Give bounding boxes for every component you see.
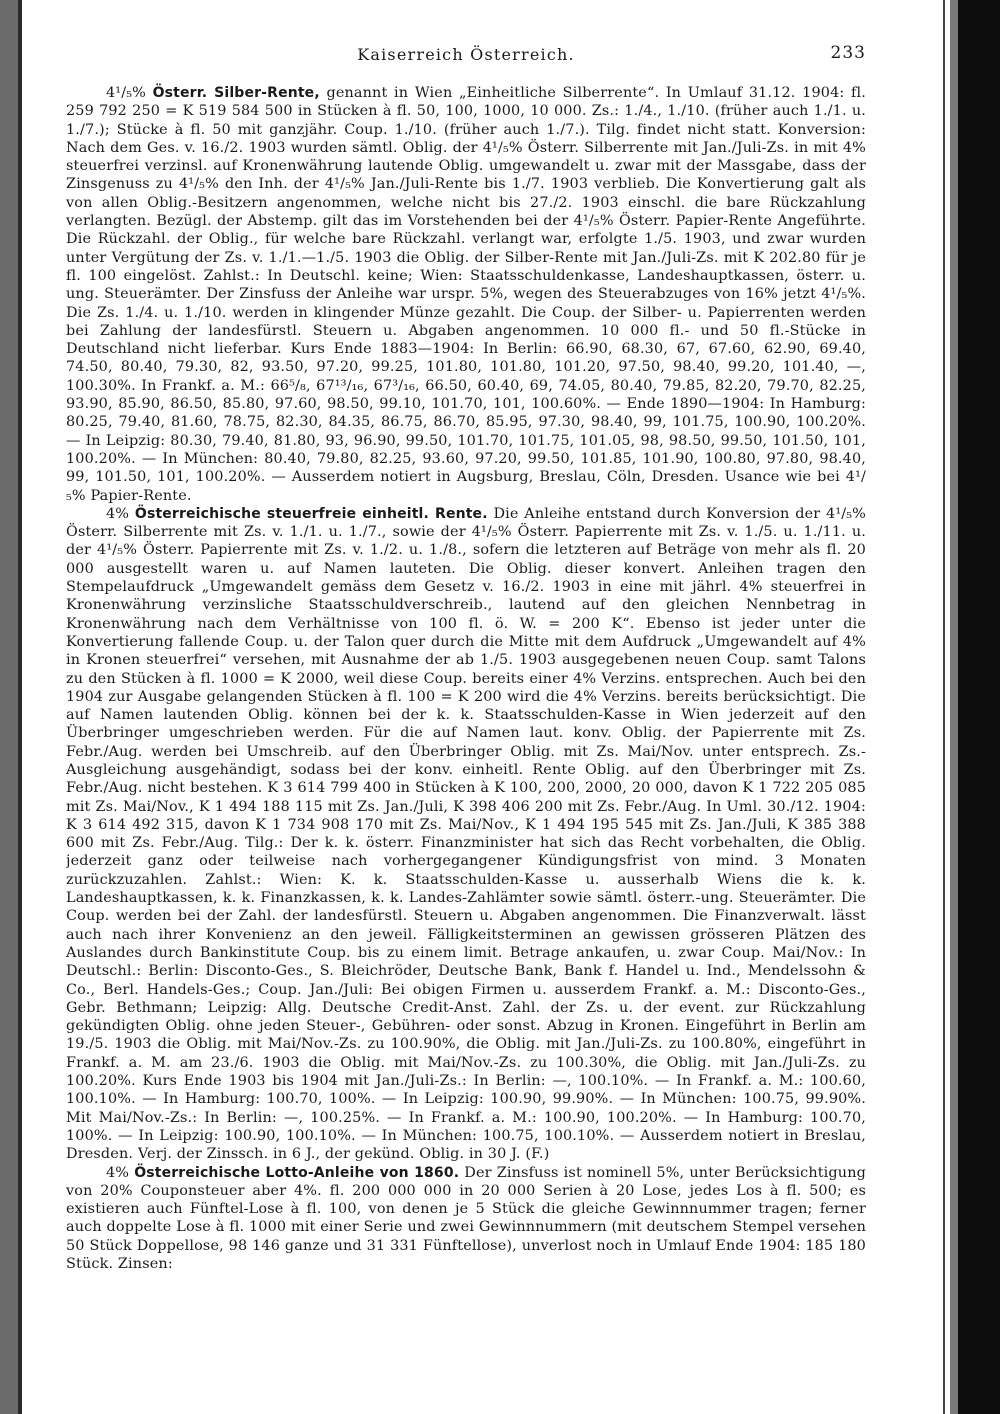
scan-right-edge-line — [943, 0, 945, 1414]
page-number: 233 — [830, 44, 866, 63]
entry-einheitliche-rente — [66, 505, 866, 1164]
page-header — [66, 44, 866, 70]
entry-rate: 4% — [106, 505, 130, 522]
running-head: Kaiserreich Österreich. — [357, 45, 575, 64]
scan-right-edge — [958, 0, 1000, 1414]
book-page — [66, 44, 866, 1384]
entry-silber-rente — [66, 84, 866, 505]
entry-text: genannt in Wien „Einheitliche Silberrente“. In Umlauf 31.12. 1904: fl. 259 792 250 = K 519 584 500 in Stücken à fl. 50, 100, 1000, 10 000. Zs.: 1./4., 1./10. (früher auch 1./1. u. 1./7.); Stücke à fl. 50 mit ganzjähr. Coup. 1./10. (früher auch 1./7.). Tilg. findet nicht statt. Konversion: Nach dem Ges. v. 16./2. 1903 wurden sämtl. Oblig. der 4¹/₅% Österr. Silberrente mit Jan./Juli-Zs. in mit 4% steuerfrei verzinsl. auf Kronenwährung lautende Oblig. umgewandelt u. zwar mit der Massgabe, dass der Zinsgenuss zu 4¹/₅% den Inh. der 4¹/₅% Jan./Juli-Rente bis 1./7. 1903 verblieb. Die Konvertierung galt als von allen Oblig.-Besitzern angenommen, welche nicht bis 27./2. 1903 einschl. die bare Rückzahlung verlangten. Bezügl. der Abstemp. gilt das im Vorstehenden bei der 4¹/₅% Österr. Papier-Rente Angeführte. Die Rückzahl. der Oblig., für welche bare Rückzahl. verlangt war, erfolgte 1./5. 1903, und zwar wurden unter Vergütung der Zs. v. 1./1.—1./5. 1903 die Oblig. der Silber-Rente mit Jan./Juli-Zs. mit K 202.80 für je fl. 100 eingelöst. Zahlst.: In Deutschl. keine; Wien: Staatsschuldenkasse, Landeshauptkassen, österr. u. ung. Steuerämter. Der Zinsfuss der Anleihe war urspr. 5%, wegen des Steuerabzuges von 16% jetzt 4¹/₅%. Die Zs. 1./4. u. 1./10. werden in klingender Münze gezahlt. Die Coup. der Silber- u. Papierrenten werden bei Zahlung der landesfürstl. Steuern u. Abgaben angenommen. 10 000 fl.- und 50 fl.-Stücke in Deutschland nicht lieferbar. Kurs Ende 1883—1904: In Berlin: 66.90, 68.30, 67, 67.60, 62.90, 69.40, 74.50, 80.40, 79.30, 82, 93.50, 97.20, 99.25, 101.80, 101.80, 101.20, 97.50, 98.40, 99.20, 101.40, —, 100.30%. In Frankf. a. M.: 66⁵/₈, 67¹³/₁₆, 67³/₁₆, 66.50, 60.40, 69, 74.05, 80.40, 79.85, 82.20, 79.70, 82.25, 93.90, 85.90, 86.50, 85.80, 97.60, 98.50, 99.10, 101.70, 101, 100.60%. — Ende 1890—1904: In Hamburg: 80.25, 79.40, 81.60, 78.75, 82.30, 84.35, 86.75, 86.70, 85.95, 97.30, 98.40, 99, 101.75, 100.90, 100.20%. — In Leipzig: 80.30, 79.40, 81.80, 93, 96.90, 99.50, 101.70, 101.75, 101.05, 98, 98.50, 99.50, 101.50, 101, 100.20%. — In München: 80.40, 79.80, 82.25, 93.60, 97.20, 99.50, 101.85, 101.90, 100.80, 97.80, 98.40, 99, 101.50, 101, 100.20%. — Ausserdem notiert in Augsburg, Breslau, Cöln, Dresden. Usance wie bei 4¹/₅% Papier-Rente. — [66, 85, 866, 504]
entry-lotto-anleihe — [66, 1164, 866, 1274]
entry-title: Österr. Silber-Rente, — [152, 85, 320, 101]
entry-text: Die Anleihe entstand durch Konversion der 4¹/₅% Österr. Silberrente mit Zs. v. 1./1. u. 1./7., sowie der 4¹/₅% Österr. Papierrente mit Zs. v. 1./5. u. 1./11. u. der 4¹/₅% Österr. Papierrente mit Zs. v. 1./2. u. 1./8., sofern die letzteren auf Beträge von mehr als fl. 20 000 ausgestellt waren u. auf Namen lauteten. Die Oblig. dieser konvert. Anleihen tragen den Stempelaufdruck „Umgewandelt gemäss dem Gesetz v. 16./2. 1903 in eine mit jährl. 4% steuerfrei in Kronenwährung verzinsliche Staatsschuldverschreib., lautend auf den gleichen Nennbetrag in Kronenwährung nach dem Verhältnisse von 100 fl. ö. W. = 200 K“. Ebenso ist jeder unter die Konvertierung fallende Coup. u. der Talon quer durch die Mitte mit dem Aufdruck „Umgewandelt auf 4% in Kronen steuerfrei“ versehen, mit Ausnahme der ab 1./5. 1903 ausgegebenen neuen Coup. samt Talons zu den Stücken à fl. 1000 = K 2000, weil diese Coup. bereits einer 4% Verzins. entsprechen. Auch bei den 1904 zur Ausgabe gelangenden Stücken à fl. 100 = K 200 wird die 4% Verzins. bereits berücksichtigt. Die auf Namen lautenden Oblig. können bei der k. k. Staatsschulden-Kasse in Wien jederzeit auf den Überbringer umgeschrieben werden. Für die auf Namen laut. konv. Oblig. der Papierrente mit Zs. Febr./Aug. werden bei Umschreib. auf den Überbringer Oblig. mit Zs. Mai/Nov. unter entsprech. Zs.-Ausgleichung ausgehändigt, sodass bei der konv. einheitl. Rente Oblig. auf den Überbringer mit Zs. Febr./Aug. nicht bestehen. K 3 614 799 400 in Stücken à K 100, 200, 2000, 20 000, davon K 1 722 205 085 mit Zs. Mai/Nov., K 1 494 188 115 mit Zs. Jan./Juli, K 398 406 200 mit Zs. Febr./Aug. In Uml. 30./12. 1904: K 3 614 492 315, davon K 1 734 908 170 mit Zs. Mai/Nov., K 1 494 195 545 mit Zs. Jan./Juli, K 385 388 600 mit Zs. Febr./Aug. Tilg.: Der k. k. österr. Finanzminister hat sich das Recht vorbehalten, die Oblig. jederzeit ganz oder teilweise nach vorhergegangener Kündigungsfrist von mind. 3 Monaten zurückzuzahlen. Zahlst.: Wien: K. k. Staatsschulden-Kasse u. ausserhalb Wiens die k. k. Landeshauptkassen, k. k. Finanzkassen, k. k. Landes-Zahlämter sowie sämtl. österr.-ung. Steuerämter. Die Coup. werden bei der Zahl. der landesfürstl. Steuern u. Abgaben angenommen. Die Finanzverwalt. lässt auch nach ihrer Konvenienz an den jeweil. Fälligkeitsterminen an gewissen grösseren Plätzen des Auslandes durch Bankinstitute Coup. bis zu einem limit. Betrage ankaufen, u. zwar Coup. Mai/Nov.: In Deutschl.: Berlin: Disconto-Ges., S. Bleichröder, Deutsche Bank, Bank f. Handel u. Ind., Mendelssohn & Co., Berl. Handels-Ges.; Coup. Jan./Juli: Bei obigen Firmen u. ausserdem Frankf. a. M.: Disconto-Ges., Gebr. Bethmann; Leipzig: Allg. Deutsche Credit-Anst. Zahl. der Zs. u. der event. zur Rückzahlung gekündigten Oblig. ohne jeden Steuer-, Gebühren- oder sonst. Abzug in Kronen. Eingeführt in Berlin am 19./5. 1903 die Oblig. mit Mai/Nov.-Zs. zu 100.90%, die Oblig. mit Jan./Juli-Zs. zu 100.80%, eingeführt in Frankf. a. M. am 23./6. 1903 die Oblig. mit Mai/Nov.-Zs. zu 100.30%, die Oblig. mit Jan./Juli-Zs. zu 100.20%. Kurs Ende 1903 bis 1904 mit Jan./Juli-Zs.: In Berlin: —, 100.10%. — In Frankf. a. M.: 100.60, 100.10%. — In Hamburg: 100.70, 100%. — In Leipzig: 100.90, 99.90%. — In München: 100.75, 99.90%. Mit Mai/Nov.-Zs.: In Berlin: —, 100.25%. — In Frankf. a. M.: 100.90, 100.20%. — In Hamburg: 100.70, 100%. — In Leipzig: 100.90, 100.10%. — In München: 100.75, 100.10%. — Ausserdem notiert in Breslau, Dresden. Verj. der Zinssch. in 6 J., der gekünd. Oblig. in 30 J. (F.) — [66, 505, 866, 1163]
entry-rate: 4% — [106, 1164, 130, 1181]
entry-rate: 4¹/₅% — [106, 85, 146, 101]
entry-title: Österreichische Lotto-Anleihe von 1860. — [134, 1164, 460, 1181]
scan-left-edge-shadow — [18, 0, 22, 1414]
entry-title: Österreichische steuerfreie einheitl. Rente. — [134, 505, 488, 522]
entry-text: Der Zinsfuss ist nominell 5%, unter Berücksichtigung von 20% Couponsteuer aber 4%. fl. 200 000 000 in 20 000 Serien à 20 Lose, jedes Los à fl. 500; es existieren auch Fünftel-Lose à fl. 100, von denen je 5 Stück die gleiche Gewinnnummer tragen; ferner auch doppelte Lose à fl. 1000 mit einer Serie und zwei Gewinnnummern (mit deutschem Stempel versehen 50 Stück Doppellose, 98 146 ganze und 31 331 Fünftellose), unverlost noch in Umlauf Ende 1904: 185 180 Stück. Zinsen: — [66, 1164, 866, 1272]
scan-right-edge-shadow — [950, 0, 958, 1414]
